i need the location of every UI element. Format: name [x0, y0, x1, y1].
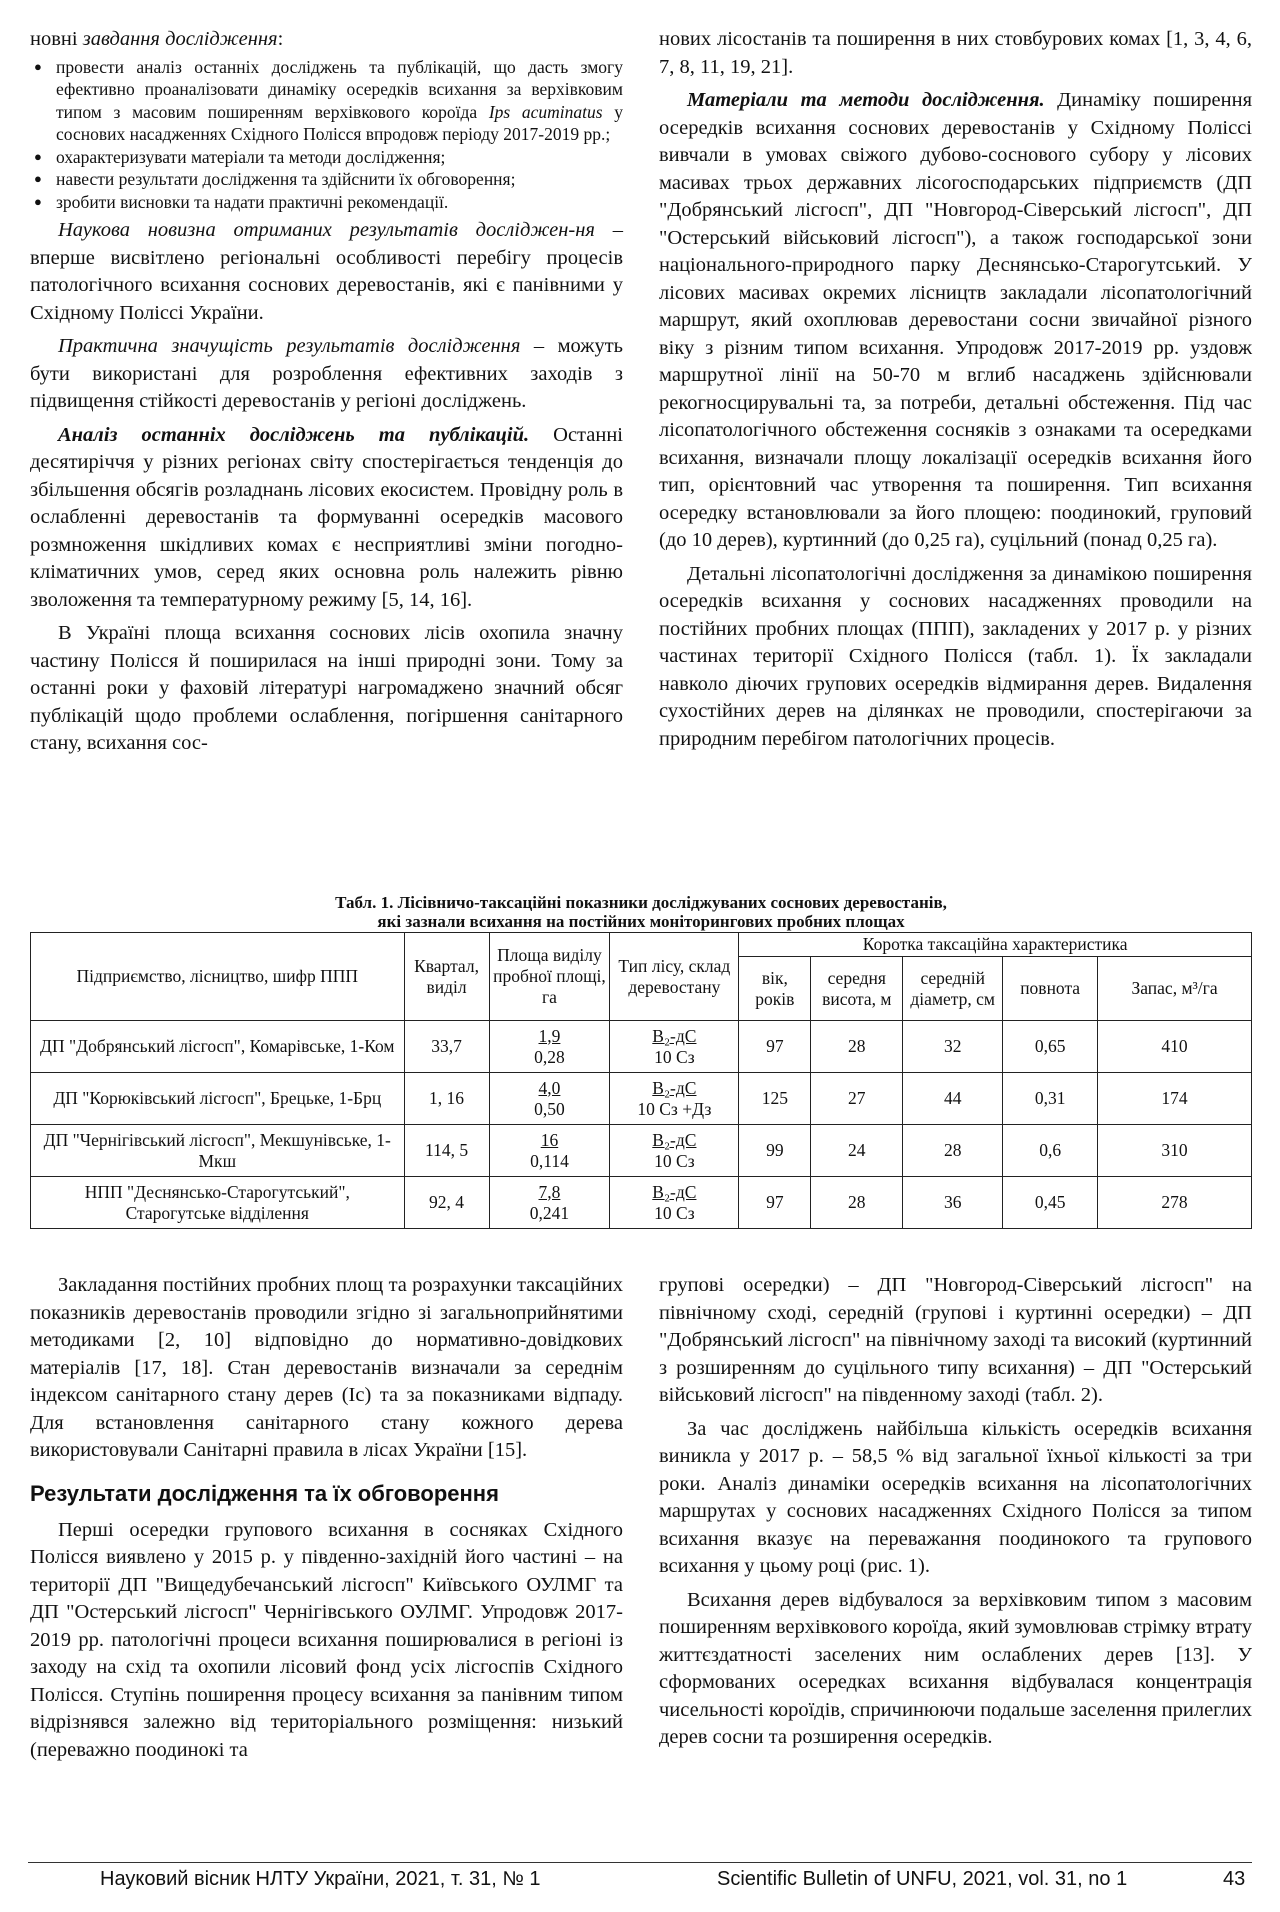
cell-enterprise: ДП "Корюківський лісгосп", Брецьке, 1-Брц — [31, 1073, 405, 1125]
continuation-paragraph: нових лісостанів та поширення в них стовбурових комах [1, 3, 4, 6, 7, 8, 11, 19, 21]. — [659, 28, 1252, 78]
footer-rule — [28, 1862, 1252, 1863]
cell-age: 125 — [739, 1073, 811, 1125]
top-columns — [30, 26, 1252, 758]
left-column-top — [30, 26, 623, 758]
table-row — [31, 1021, 1252, 1073]
table-caption-line: які зазнали всихання на постійних моніторингових пробних площах — [377, 912, 905, 931]
table-caption — [30, 893, 1252, 931]
intro-paragraph: новні завдання дослідження: — [30, 28, 284, 50]
cell-age: 99 — [739, 1125, 811, 1177]
methods-paragraph: Матеріали та методи дослідження. Динаміку поширення осередків всихання соснових деревостанів у Східному Поліссі вивчали в умовах свіжого дубово-соснового субору у лісових масивах трьох державних лісогосподарських підприємств (ДП "Добрянський лісгосп", ДП "Новгород-Сіверський лісгосп", ДП "Остерський військовий лісгосп"), а також господарської зони національного-природного парку Деснянсько-Старогутський. У лісових масивах окремих лісництв закладали лісопатологічний маршрут, який охоплював деревостани сосни звичайної різного віку з різним типом всихання. Упродовж 2017-2019 рр. уздовж маршрутної лінії на 50-70 м вглиб насаджень здійснювали рекогносцирувальні та, за потреби, детальні обстеження. Під час лісопатологічного обстеження сосняків з ознаками та осередками всихання, визначали площу локалізації осередків всихання його тип, орієнтовний час утворення та поширення. Тип всихання осередку встановлювали за його площею: поодинокий, груповий (до 10 дерев), куртинний (до 0,25 га), суцільний (понад 0,25 га). — [659, 89, 1252, 551]
header-area: Площа виділу пробної площі, га — [489, 933, 610, 1021]
during-paragraph: За час досліджень найбільша кількість осередків всихання виникла у 2017 р. – 58,5 % від загальної їхньої кількості за три роки. Аналіз динаміки осередків всихання на лісопатологічних маршрутах у соснових насадженнях Східного Полісся за типом всихання вказує на переважання поодинокого та групового всихання у цьому році (рис. 1). — [659, 1417, 1252, 1577]
cell-diameter: 32 — [903, 1021, 1003, 1073]
section-heading: Результати дослідження та їх обговорення — [30, 1480, 499, 1506]
table-caption-line: Табл. 1. Лісівничо-таксаційні показники досліджуваних соснових деревостанів, — [335, 893, 947, 912]
cell-diameter: 44 — [903, 1073, 1003, 1125]
cell-enterprise: ДП "Чернігівський лісгосп", Мекшунівське, 1-Мкш — [31, 1125, 405, 1177]
cell-density: 0,6 — [1003, 1125, 1098, 1177]
cell-forest-type: В₂-дС 10 Сз — [610, 1125, 739, 1177]
list-item: ● провести аналіз останніх досліджень та публікацій, що дасть змогу ефективно проаналізовати динаміку осередків всихання за верхівковим типом з масовим поширенням верхівкового короїда Ips acuminatus у соснових насадженнях Східного Полісся впродовж періоду 2017-2019 рр.; — [30, 56, 623, 146]
left-column-bottom — [30, 1272, 623, 1764]
cell-enterprise: ДП "Добрянський лісгосп", Комарівське, 1-Ком — [31, 1021, 405, 1073]
detailed-paragraph: Детальні лісопатологічні дослідження за динамікою поширення осередків всихання у соснових насадженнях проводили на постійних пробних площах (ППП), закладених у 2017 р. у різних частинах території Східного Полісся (табл. 1). Їх закладали навколо діючих групових осередків відмирання дерев. Видалення сухостійних дерев на ділянках не проводили, спостерігаючи за природним перебігом патологічних процесів. — [659, 562, 1252, 750]
cell-age: 97 — [739, 1021, 811, 1073]
cell-density: 0,65 — [1003, 1021, 1098, 1073]
cell-forest-type: В₂-дС 10 Сз +Дз — [610, 1073, 739, 1125]
header-enterprise: Підприємство, лісництво, шифр ППП — [31, 933, 405, 1021]
cell-quarter: 114, 5 — [404, 1125, 489, 1177]
footer-journal-ua: Науковий вісник НЛТУ України, 2021, т. 31, № 1 — [100, 1868, 541, 1890]
header-density: повнота — [1003, 957, 1098, 1021]
cell-height: 24 — [811, 1125, 903, 1177]
cell-forest-type: В₂-дС 10 Сз — [610, 1021, 739, 1073]
cell-age: 97 — [739, 1177, 811, 1229]
right-column-top — [659, 26, 1252, 758]
continuation-paragraph: групові осередки) – ДП "Новгород-Сіверський лісгосп" на північному сході, середній (групові і куртинні осередки) – ДП "Добрянський лісгосп" на північному заході та високий (куртинний з розширенням до суцільного типу всихання) – ДП "Остерський військовий лісгосп" на південному заході (табл. 2). — [659, 1274, 1252, 1406]
cell-height: 28 — [811, 1177, 903, 1229]
header-stock: Запас, м³/га — [1098, 957, 1252, 1021]
cell-height: 28 — [811, 1021, 903, 1073]
header-quarter: Квартал, виділ — [404, 933, 489, 1021]
list-item: ● зробити висновки та надати практичні рекомендації. — [30, 191, 623, 214]
cell-diameter: 28 — [903, 1125, 1003, 1177]
cell-height: 27 — [811, 1073, 903, 1125]
header-diameter: середній діаметр, см — [903, 957, 1003, 1021]
cell-area: 16 0,114 — [489, 1125, 610, 1177]
analysis-paragraph: Аналіз останніх досліджень та публікацій. Останні десятиріччя у різних регіонах світу спостерігається тенденція до збільшення обсягів розладнань лісових екосистем. Провідну роль в ослабленні деревостанів та формуванні осередків масового розмноження шкідливих комах є несприятливі зміни погодно-кліматичних умов, серед яких основна роль належить рівню зволоження та температурному режиму [5, 14, 16]. — [30, 423, 624, 611]
cell-stock: 410 — [1098, 1021, 1252, 1073]
cell-enterprise: НПП "Деснянсько-Старогутський", Старогутське відділення — [31, 1177, 405, 1229]
list-item: ● навести результати дослідження та здійснити їх обговорення; — [30, 168, 623, 191]
footer-journal-en: Scientific Bulletin of UNFU, 2021, vol. 31, no 1 — [717, 1868, 1128, 1890]
cell-stock: 310 — [1098, 1125, 1252, 1177]
novelty-paragraph: Наукова новизна отриманих результатів досліджен-ня – вперше висвітлено регіональні особливості перебігу процесів патологічного всихання соснових деревостанів, які є панівними у Східному Поліссі України. — [30, 219, 623, 324]
cell-forest-type: В₂-дС 10 Сз — [610, 1177, 739, 1229]
cell-density: 0,31 — [1003, 1073, 1098, 1125]
header-short-characteristic: Коротка таксаційна характеристика — [739, 933, 1252, 957]
table-row — [31, 1177, 1252, 1229]
cell-area: 7,8 0,241 — [489, 1177, 610, 1229]
page-number: 43 — [1223, 1868, 1246, 1890]
table-row — [31, 1073, 1252, 1125]
drying-paragraph: Всихання дерев відбувалося за верхівковим типом з масовим поширенням верхівкового короїда, який зумовлював стрімку втрату життєздатності заселених ним ослаблених дерев [13]. У сформованих осередках всихання відбувалася концентрація чисельності короїдів, спричинюючи подальше заселення прилеглих дерев сосни та розширення осередків. — [659, 1588, 1252, 1748]
header-forest-type: Тип лісу, склад деревостану — [610, 933, 739, 1021]
cell-area: 4,0 0,50 — [489, 1073, 610, 1125]
list-item: ● охарактеризувати матеріали та методи дослідження; — [30, 146, 623, 169]
cell-density: 0,45 — [1003, 1177, 1098, 1229]
cell-stock: 278 — [1098, 1177, 1252, 1229]
right-column-bottom — [659, 1272, 1252, 1764]
table-row — [31, 1125, 1252, 1177]
header-height: середня висота, м — [811, 957, 903, 1021]
cell-diameter: 36 — [903, 1177, 1003, 1229]
practical-paragraph: Практична значущість результатів дослідження – можуть бути використані для розроблення ефективних заходів з підвищення стійкості деревостанів у регіоні досліджень. — [30, 335, 624, 412]
cell-quarter: 33,7 — [404, 1021, 489, 1073]
objectives-list — [30, 56, 623, 214]
bottom-columns — [30, 1272, 1252, 1764]
ukraine-paragraph: В Україні площа всихання соснових лісів охопила значну частину Полісся й поширилася на інші природні зони. Тому за останні роки у фаховій літературі нагромаджено значний обсяг публікацій щодо проблеми ослаблення, погіршення санітарного стану, всихання сос- — [30, 622, 623, 754]
header-age: вік, років — [739, 957, 811, 1021]
cell-stock: 174 — [1098, 1073, 1252, 1125]
cell-quarter: 1, 16 — [404, 1073, 489, 1125]
results-paragraph: Перші осередки групового всихання в сосняках Східного Полісся виявлено у 2015 р. у південно-західній його частині – на території ДП "Вищедубечанський лісгосп" Київського ОУЛМГ та ДП "Остерський лісгосп" Чернігівського ОУЛМГ. Упродовж 2017-2019 рр. патологічні процеси всихання поширювалися в регіоні із заходу на схід та охопили лісовий фонд усіх лісгоспів Східного Полісся. Ступінь поширення процесу всихання за панівним типом відрізнявся залежно від територіального розміщення: низький (переважно поодинокі та — [30, 1518, 623, 1761]
plots-paragraph: Закладання постійних пробних площ та розрахунки таксаційних показників деревостанів проводили згідно зі загальноприйнятими методиками [2, 10] відповідно до нормативно-довідкових матеріалів [17, 18]. Стан деревостанів визначали за середнім індексом санітарного стану дерев (Іс) та за показниками відпаду. Для встановлення санітарного стану кожного дерева використовували Санітарні правила в лісах України [15]. — [30, 1274, 623, 1461]
cell-quarter: 92, 4 — [404, 1177, 489, 1229]
forest-table — [30, 932, 1252, 1229]
cell-area: 1,9 0,28 — [489, 1021, 610, 1073]
